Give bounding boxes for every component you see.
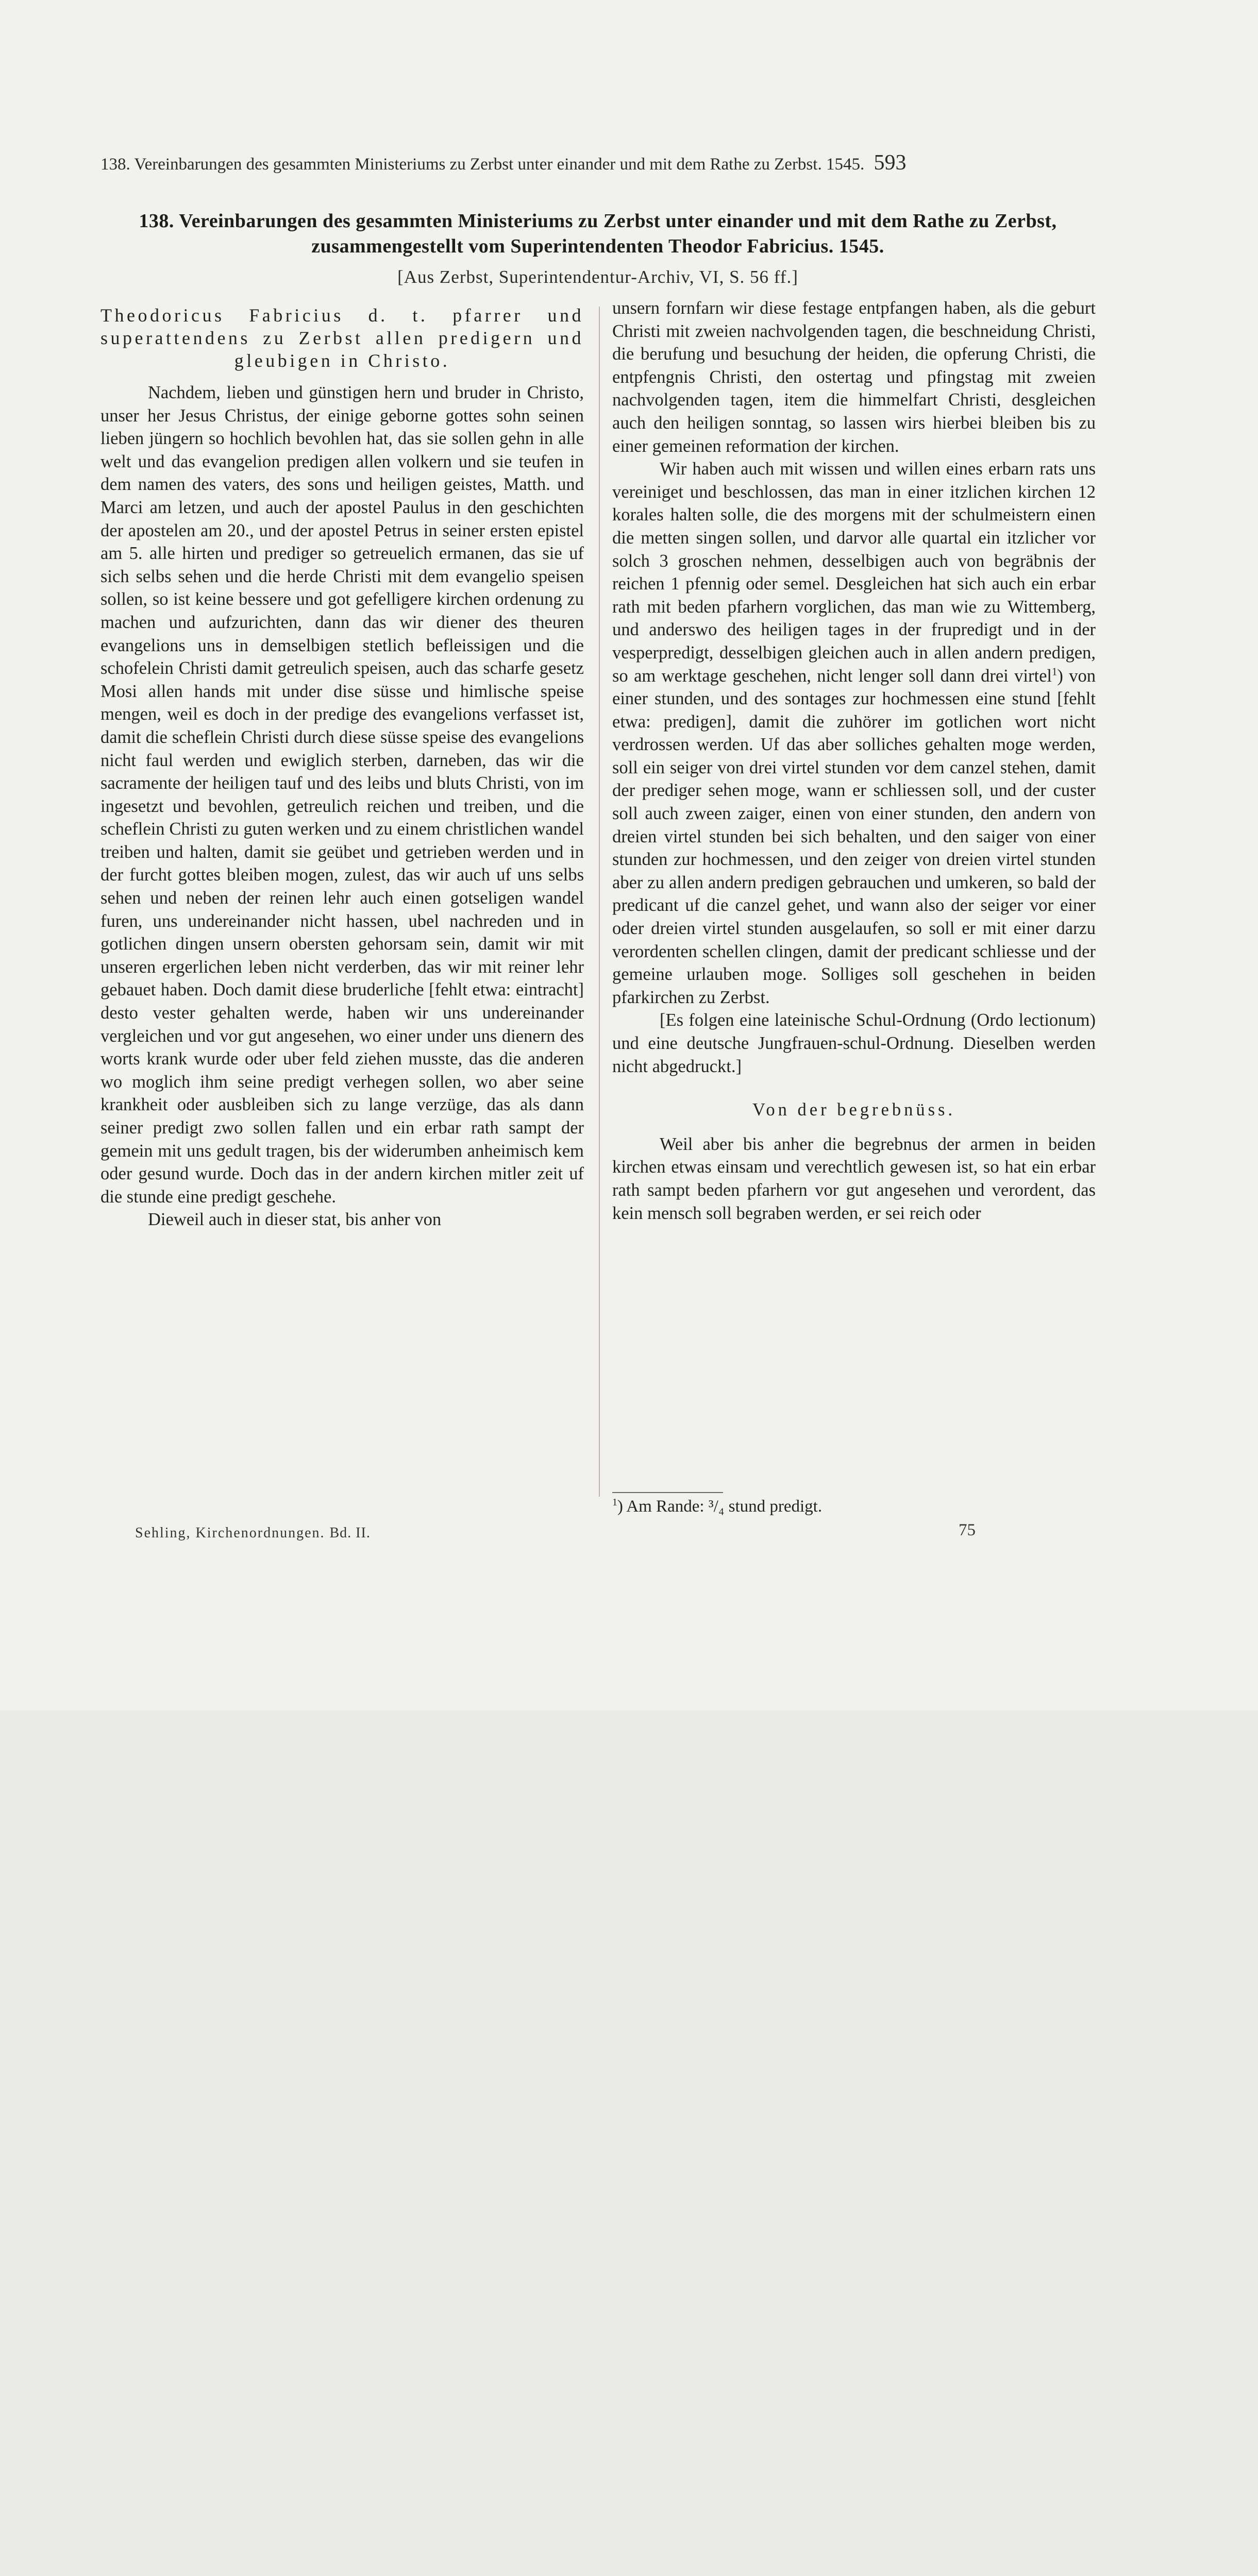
running-head [100,150,1095,175]
leaf-number: 75 [959,1521,976,1539]
footnote [612,1497,1076,1516]
editorial-note: [Es folgen eine lateinische Schul-Ordnung (Ordo lectionum) und eine deutsche Jungfrauen-schul-Ordnung. Dieselben werden nicht abgedruckt.] [612,1010,1096,1076]
source-reference: [Aus Zerbst, Superintendentur-Archiv, VI, S. 56 ff.] [397,267,798,287]
signature-volume: Bd. II. [329,1525,371,1541]
signature-author: Sehling, Kirchenordnungen. [135,1525,325,1541]
paragraph: Weil aber bis anher die begrebnus der armen in beiden kirchen etwas einsam und verechtlich gewesen ist, so hat ein erbar rath sampt beden pfarhern vor gut angesehen und verordent, das kein mensch soll begraben werden, er sei reich oder [612,1134,1096,1223]
page-number: 593 [874,151,907,175]
running-head-text: 138. Vereinbarungen des gesammten Ministeriums zu Zerbst unter einander und mit dem Rathe zu Zerbst. 1545. [100,155,865,174]
left-column [100,297,584,1231]
title-line-2: zusammengestellt vom Superintendenten Theodor Fabricius. 1545. [311,235,884,257]
footnote-marker: 1 [1051,666,1058,677]
footnote-text: ) Am Rande: ³/₄ stund predigt. [617,1497,823,1516]
paragraph: unsern fornfarn wir diese festage entpfangen haben, als die geburt Christi mit zweien nachvolgenden tagen, die beschneidung Christi, die berufung und besuchung der heiden, die opferung Christi, die entpfengnis Christi, den ostertag und pfingstag mit zweien nachvolgenden tagen, item die himmelfart Christi, desgleichen auch den heiligen sonntag, so lassen wirs hierbei bleiben bis zu einer gemeinen reformation der kirchen. [612,298,1096,456]
paragraph [612,457,1096,1009]
paragraph: Dieweil auch in dieser stat, bis anher von [148,1210,442,1230]
right-column [612,297,1096,1225]
title-line-1: 138. Vereinbarungen des gesammten Ministeriums zu Zerbst unter einander und mit dem Rathe zu Zerbst, [139,210,1057,232]
section-heading: Von der begrebnüss. [752,1100,956,1120]
paragraph-part: ) von einer stunden, und des sontages zur hochmessen eine stund [fehlt etwa: predigen], damit die zuhörer im gotlichen wort nicht verdrossen werden. Uf das aber solliches gehalten moge werden, soll ein seiger von drei virtel stunden vor dem canzel stehen, damit der prediger sehen moge, wann er schliessen soll, und der custer soll auch zween zaiger, einen von einer stunden, den andern von dreien virtel stunden bei sich behalten, und den saiger von einer stunden zur hochmessen, und den zeiger von dreien virtel stunden aber zu allen andern predigen gebrauchen und umkeren, so bald der predicant uf die canzel gehet, und wann also der seiger vor einer oder dreien virtel stunden ausgelaufen, so soll er mit einer darzu verordenten schellen clingen, damit der predicant schliesse und der gemeine urlauben moge. Solliges soll geschehen in beiden pfarkirchen zu Zerbst. [612,666,1096,1007]
document-title [100,209,1095,259]
footnote-number: 1 [612,1497,617,1508]
column-divider [599,307,600,1497]
footnote-rule [612,1492,723,1493]
paragraph: Nachdem, lieben und günstigen hern und bruder in Christo, unser her Jesus Christus, der einige geborne gottes sohn seinen lieben jüngern so hochlich bevohlen hat, das sie sollen gehn in alle welt und das evangelion predigen allen volkern und sie teufen in dem namen des vaters, des sons und heiligen geistes, Matth. und Marci am letzen, und auch der apostel Paulus in den geschichten der apostelen am 20., und der apostel Petrus in seiner ersten epistel am 5. alle hirten und prediger so getreuelich ermanen, das sie uf sich selbs sehen und die herde Christi mit dem evangelio speisen sollen, so ist keine bessere und got gefelligere kirchen ordenung zu machen und aufzurichten, dann das wir diener des theuren evangelions uns in demselbigen stetlich befleissigen und die schofelein Christi damit getreulich speisen, auch das scharfe gesetz Mosi allen hands mit under dise süsse und himlische speise mengen, weil es doch in der predige des evangelions verfasset ist, damit die scheflein Christi durch diese süsse speise des evangelions nicht faul werden und ewiglich sterben, darneben, das wir die sacramente der heiligen tauf und des leibs und bluts Christi, von im ingesetzt und bevohlen, getreulich reichen und treiben, und die scheflein Christi zu guten werken und zu einem christlichen wandel treiben und halten, damit sie geübet und getrieben werden und in der furcht gottes bleiben mogen, zulest, das wir auch uf uns selbs sehen und neben der reinen lehr auch einen gotseligen wandel furen, uns undereinander nicht hassen, ubel nachreden und in gotlichen dingen unsern obersten gehorsam sein, damit wir mit unseren ergerlichen leben nicht verderben, das wir mit reiner lehr gebauet haben. Doch damit diese bruderliche [fehlt etwa: eintracht] desto vester gehalten werde, haben wir uns undereinander vergleichen und vor gut angesehen, wo einer under uns dienern des worts krank wurde oder uber feld ziehen musste, das die anderen wo moglich ihm seine predigt verhegen sollen, wo aber seine krankheit oder ausbleiben sich zu lange verzüge, das als dann seiner predigt zwo sollen fallen und ein erbar rath sampt der gemein mit uns gedult tragen, bis der widerumben anheimisch kem oder gesund wurde. Doch das in der andern kirchen mitler zeit uf die stunde eine predigt geschehe. [100,383,584,1207]
address-line: Theodoricus Fabricius d. t. pfarrer und superattendens zu Zerbst allen predigern und gleubigen in Christo. [100,305,584,371]
footer-bar [0,1710,1258,1803]
signature-line [135,1525,371,1541]
paragraph-part: Wir haben auch mit wissen und willen eines erbarn rats uns vereiniget und beschlossen, das man in einer itzlichen kirchen 12 korales halten solle, die des morgens mit der schulmeistern einen die metten singen sollen, und darvor alle quartal ein itzlicher vor solch 3 groschen nehmen, desselbigen auch von begräbnis der reichen 1 pfennig oder semel. Desgleichen hat sich auch ein erbar rath mit beden pfarhern vorglichen, das man wie zu Wittemberg, und anderswo des heiligen tages in der frupredigt und in der vesperpredigt, desselbigen gleichen auch in allen andern predigen, so am werktage geschehen, nicht lenger soll dann drei virtel [612,459,1096,686]
